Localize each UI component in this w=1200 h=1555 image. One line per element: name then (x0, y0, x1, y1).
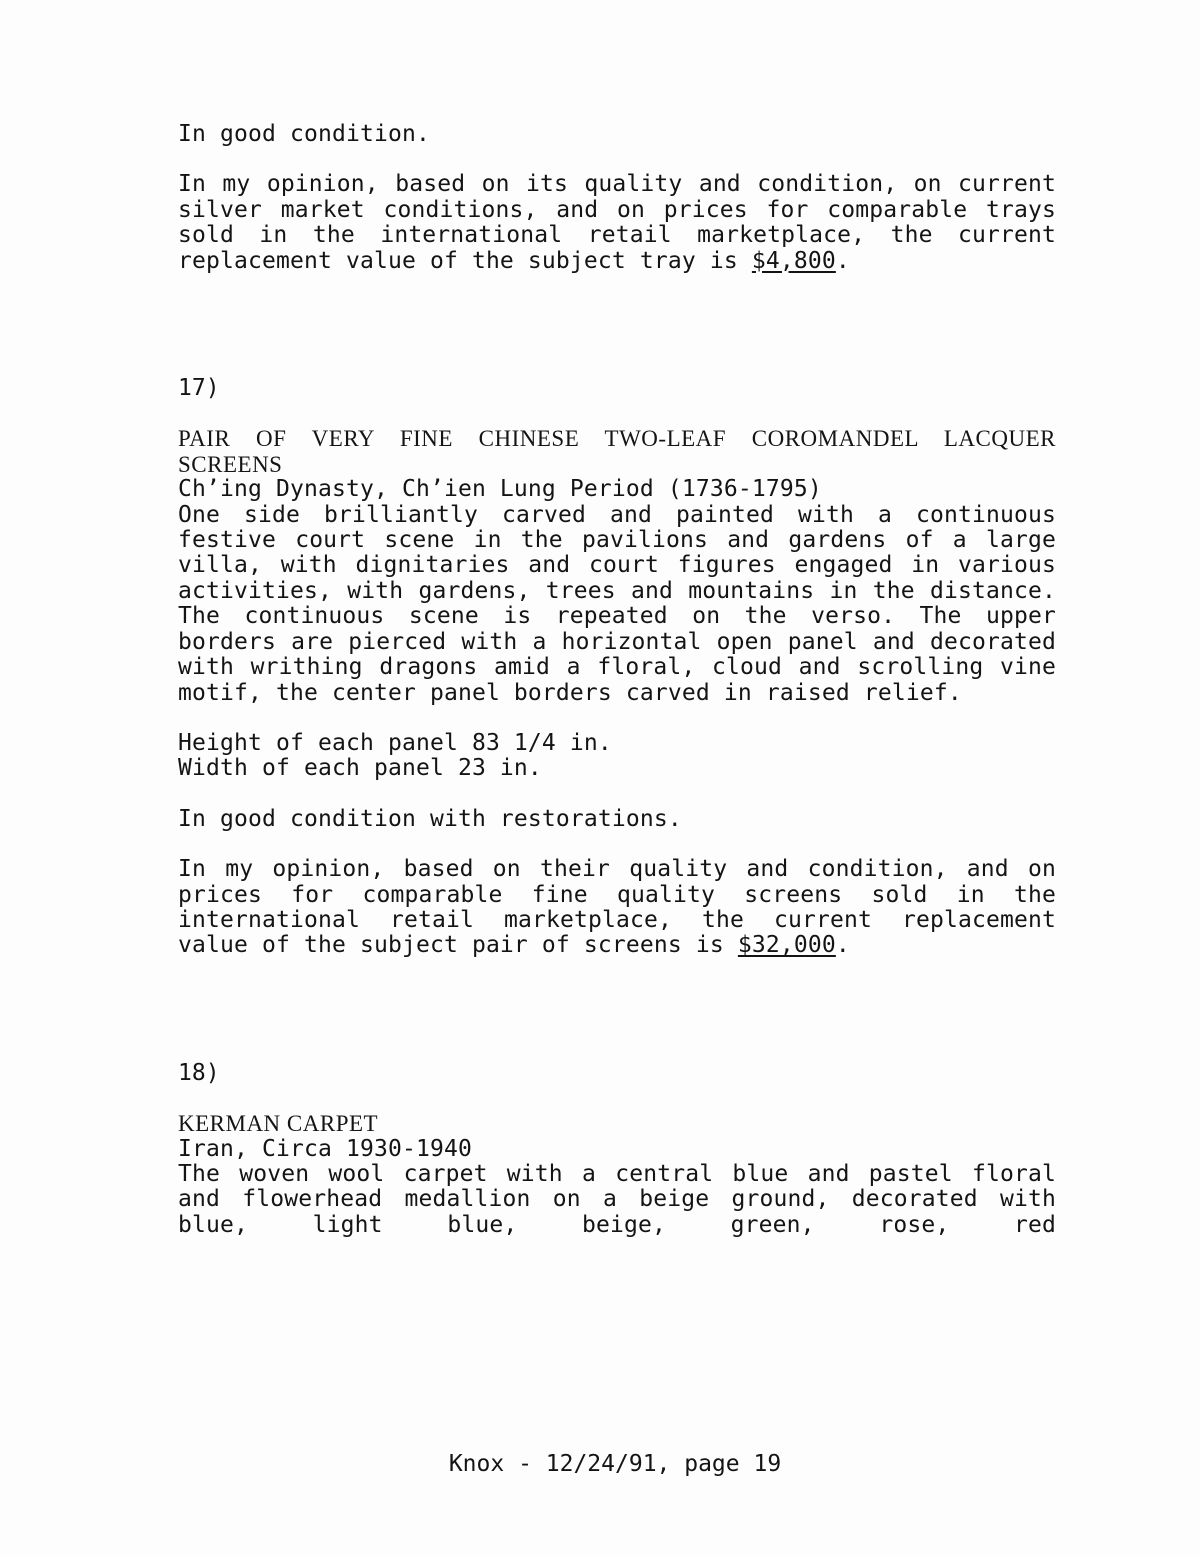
section16-opinion-end: . (835, 247, 850, 274)
section16-opinion-text: In my opinion, based on its quality and condition, on current silver market conditions, and on prices for comparable trays sold in the international retail marketplace, the current replacement value of the subject tray is (178, 171, 1056, 274)
page-body (178, 122, 1056, 1238)
section16-opinion (178, 172, 1056, 274)
section17-value: $32,000 (737, 932, 836, 959)
section16-condition: In good condition. (178, 121, 430, 147)
page-footer: Knox - 12/24/91, page 19 (448, 1451, 782, 1477)
section17-opinion-text: In my opinion, based on their quality and condition, and on prices for comparable fine quality screens sold in the international retail marketplace, the current replacement value of the subject pair of screens is (178, 856, 1056, 959)
section17-description: One side brilliantly carved and painted with a continuous festive court scene in the pavilions and gardens of a large villa, with dignitaries and court figures engaged in various activities, with gardens, trees and mountains in the distance. The continuous scene is repeated on the verso. The upper borders are pierced with a horizontal open panel and decorated with writhing dragons amid a floral, cloud and scrolling vine motif, the center panel borders carved in raised relief. (178, 501, 1056, 706)
section17-title-line1: PAIR OF VERY FINE CHINESE TWO-LEAF COROMANDEL LACQUER (178, 426, 1056, 452)
section18-number: 18) (178, 1059, 220, 1086)
section17-opinion (178, 857, 1056, 959)
section17-title-line2: SCREENS (178, 451, 283, 477)
section17-opinion-end: . (835, 932, 850, 959)
section17-width: Width of each panel 23 in. (178, 755, 542, 782)
section17-condition: In good condition with restorations. (178, 805, 682, 832)
section17-title (178, 426, 1056, 477)
section17-number: 17) (178, 375, 220, 402)
section18-description: The woven wool carpet with a central blue and pastel floral and flowerhead medallion on a beige ground, decorated with blue, light blue, beige, green, rose, red (178, 1160, 1056, 1238)
section18-period: Iran, Circa 1930-1940 (178, 1135, 472, 1162)
section16-value: $4,800 (751, 247, 836, 274)
section17-height: Height of each panel 83 1/4 in. (178, 729, 612, 756)
section18-title: KERMAN CARPET (178, 1111, 379, 1137)
section17-period: Ch’ing Dynasty, Ch’ien Lung Period (1736-1795) (178, 476, 822, 503)
